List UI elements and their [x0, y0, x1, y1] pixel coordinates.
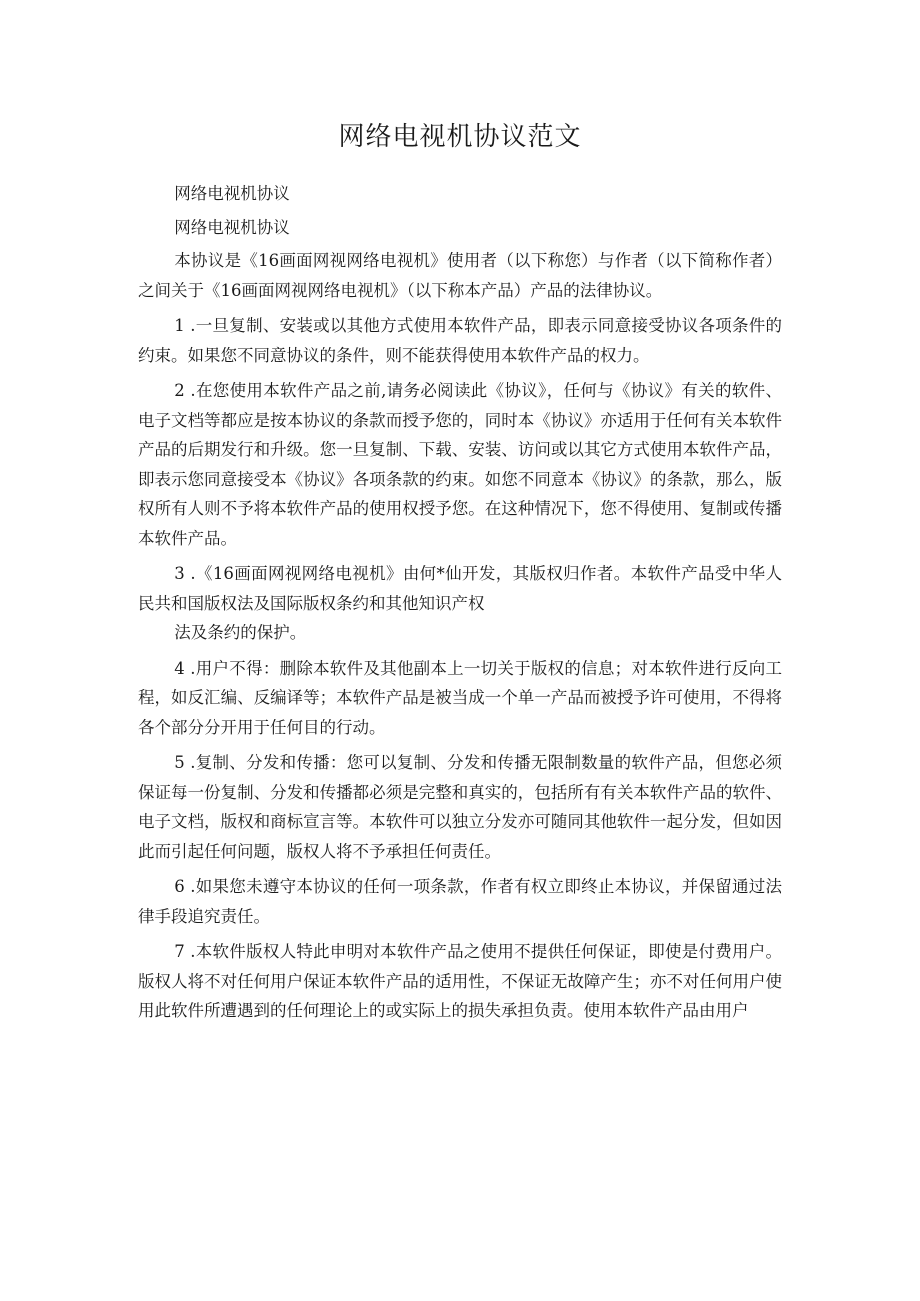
- intro-paragraph: 本协议是《16画面网视网络电视机》使用者（以下称您）与作者（以下简称作者）之间关于《16画面网视网络电视机》（以下称本产品）产品的法律协议。: [138, 251, 782, 300]
- clause-2: 2 .在您使用本软件产品之前,请务必阅读此《协议》，任何与《协议》有关的软件、电子文档等都应是按本协议的条款而授予您的，同时本《协议》亦适用于任何有关本软件产品的后期发行和升级。您一旦复制、下载、安装、访问或以其它方式使用本软件产品，即表示您同意接受本《协议》各项条款的约束。如您不同意本《协议》的条款，那么，版权所有人则不予将本软件产品的使用权授予您。在这种情况下，您不得使用、复制或传播本软件产品。: [138, 381, 782, 548]
- clause-5: 5 .复制、分发和传播：您可以复制、分发和传播无限制数量的软件产品，但您必须保证每一份复制、分发和传播都必须是完整和真实的，包括所有有关本软件产品的软件、电子文档，版权和商标宣言等。本软件可以独立分发亦可随同其他软件一起分发，但如因此而引起任何问题，版权人将不予承担任何责任。: [138, 753, 782, 861]
- clause-4: 4 .用户不得：删除本软件及其他副本上一切关于版权的信息；对本软件进行反向工程，如反汇编、反编译等；本软件产品是被当成一个单一产品而被授予许可使用，不得将各个部分分开用于任何目的行动。: [138, 658, 782, 737]
- clause-7: 7 .本软件版权人特此申明对本软件产品之使用不提供任何保证，即使是付费用户。版权人将不对任何用户保证本软件产品的适用性，不保证无故障产生；亦不对任何用户使用此软件所遭遇到的任何理论上的或实际上的损失承担负责。使用本软件产品由用户: [138, 942, 782, 1020]
- clause-6: 6 .如果您未遵守本协议的任何一项条款，作者有权立即终止本协议，并保留通过法律手段追究责任。: [138, 877, 782, 926]
- document-title: 网络电视机协议范文: [338, 122, 582, 152]
- clause-1: 1 .一旦复制、安装或以其他方式使用本软件产品，即表示同意接受协议各项条件的约束。如果您不同意协议的条件，则不能获得使用本软件产品的权力。: [138, 316, 782, 365]
- subtitle-line-1: 网络电视机协议: [174, 184, 290, 203]
- clause-3: 3 .《16画面网视网络电视机》由何*仙开发，其版权归作者。本软件产品受中华人民共和国版权法及国际版权条约和其他知识产权: [138, 564, 782, 613]
- clause-3-continued: 法及条约的保护。: [174, 623, 307, 642]
- subtitle-line-2: 网络电视机协议: [174, 217, 290, 237]
